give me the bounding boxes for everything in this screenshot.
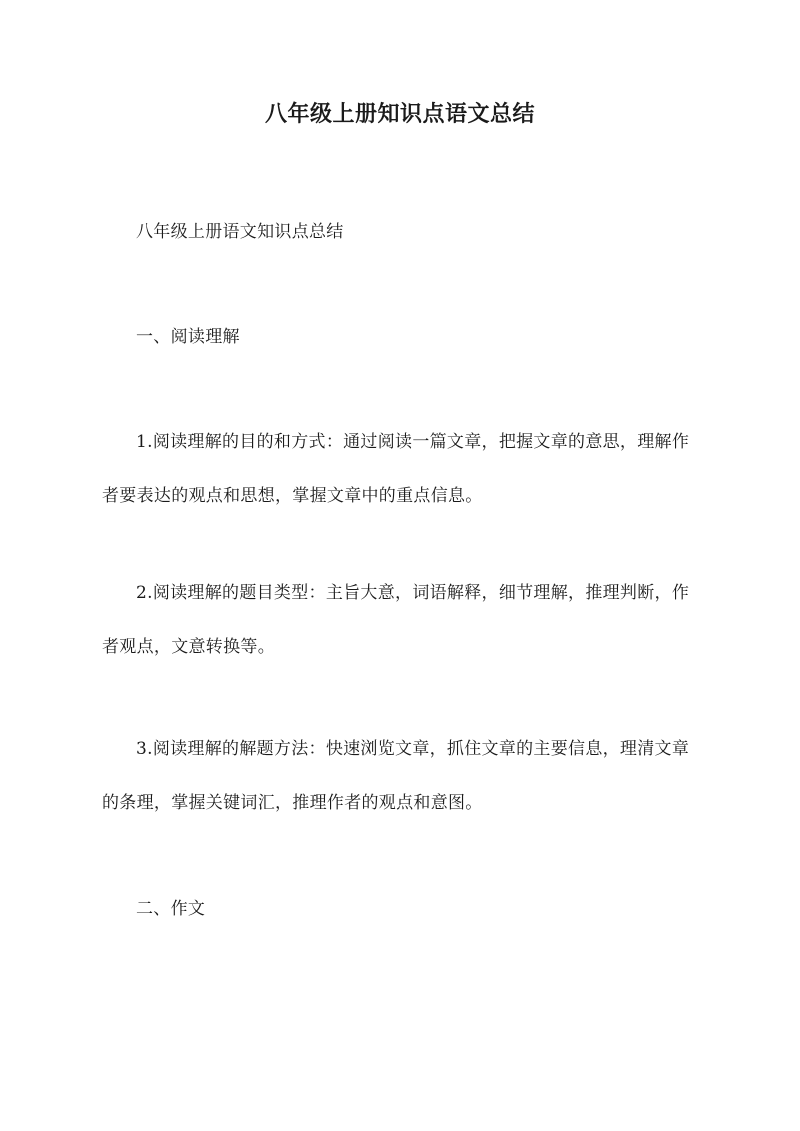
section-heading-writing: 二、作文	[136, 899, 206, 919]
section-heading-reading: 一、阅读理解	[136, 327, 240, 347]
document-subtitle: 八年级上册语文知识点总结	[136, 222, 344, 242]
document-title: 八年级上册知识点语文总结	[264, 101, 535, 127]
list-item: 3.阅读理解的解题方法：快速浏览文章，抓住文章的主要信息，理清文章的条理，掌握关键词汇，推理作者的观点和意图。	[102, 739, 690, 813]
list-item: 2.阅读理解的题目类型：主旨大意，词语解释，细节理解，推理判断，作者观点，文意转换等。	[102, 583, 690, 657]
list-item: 1.阅读理解的目的和方式：通过阅读一篇文章，把握文章的意思，理解作者要表达的观点和思想，掌握文章中的重点信息。	[102, 432, 690, 506]
